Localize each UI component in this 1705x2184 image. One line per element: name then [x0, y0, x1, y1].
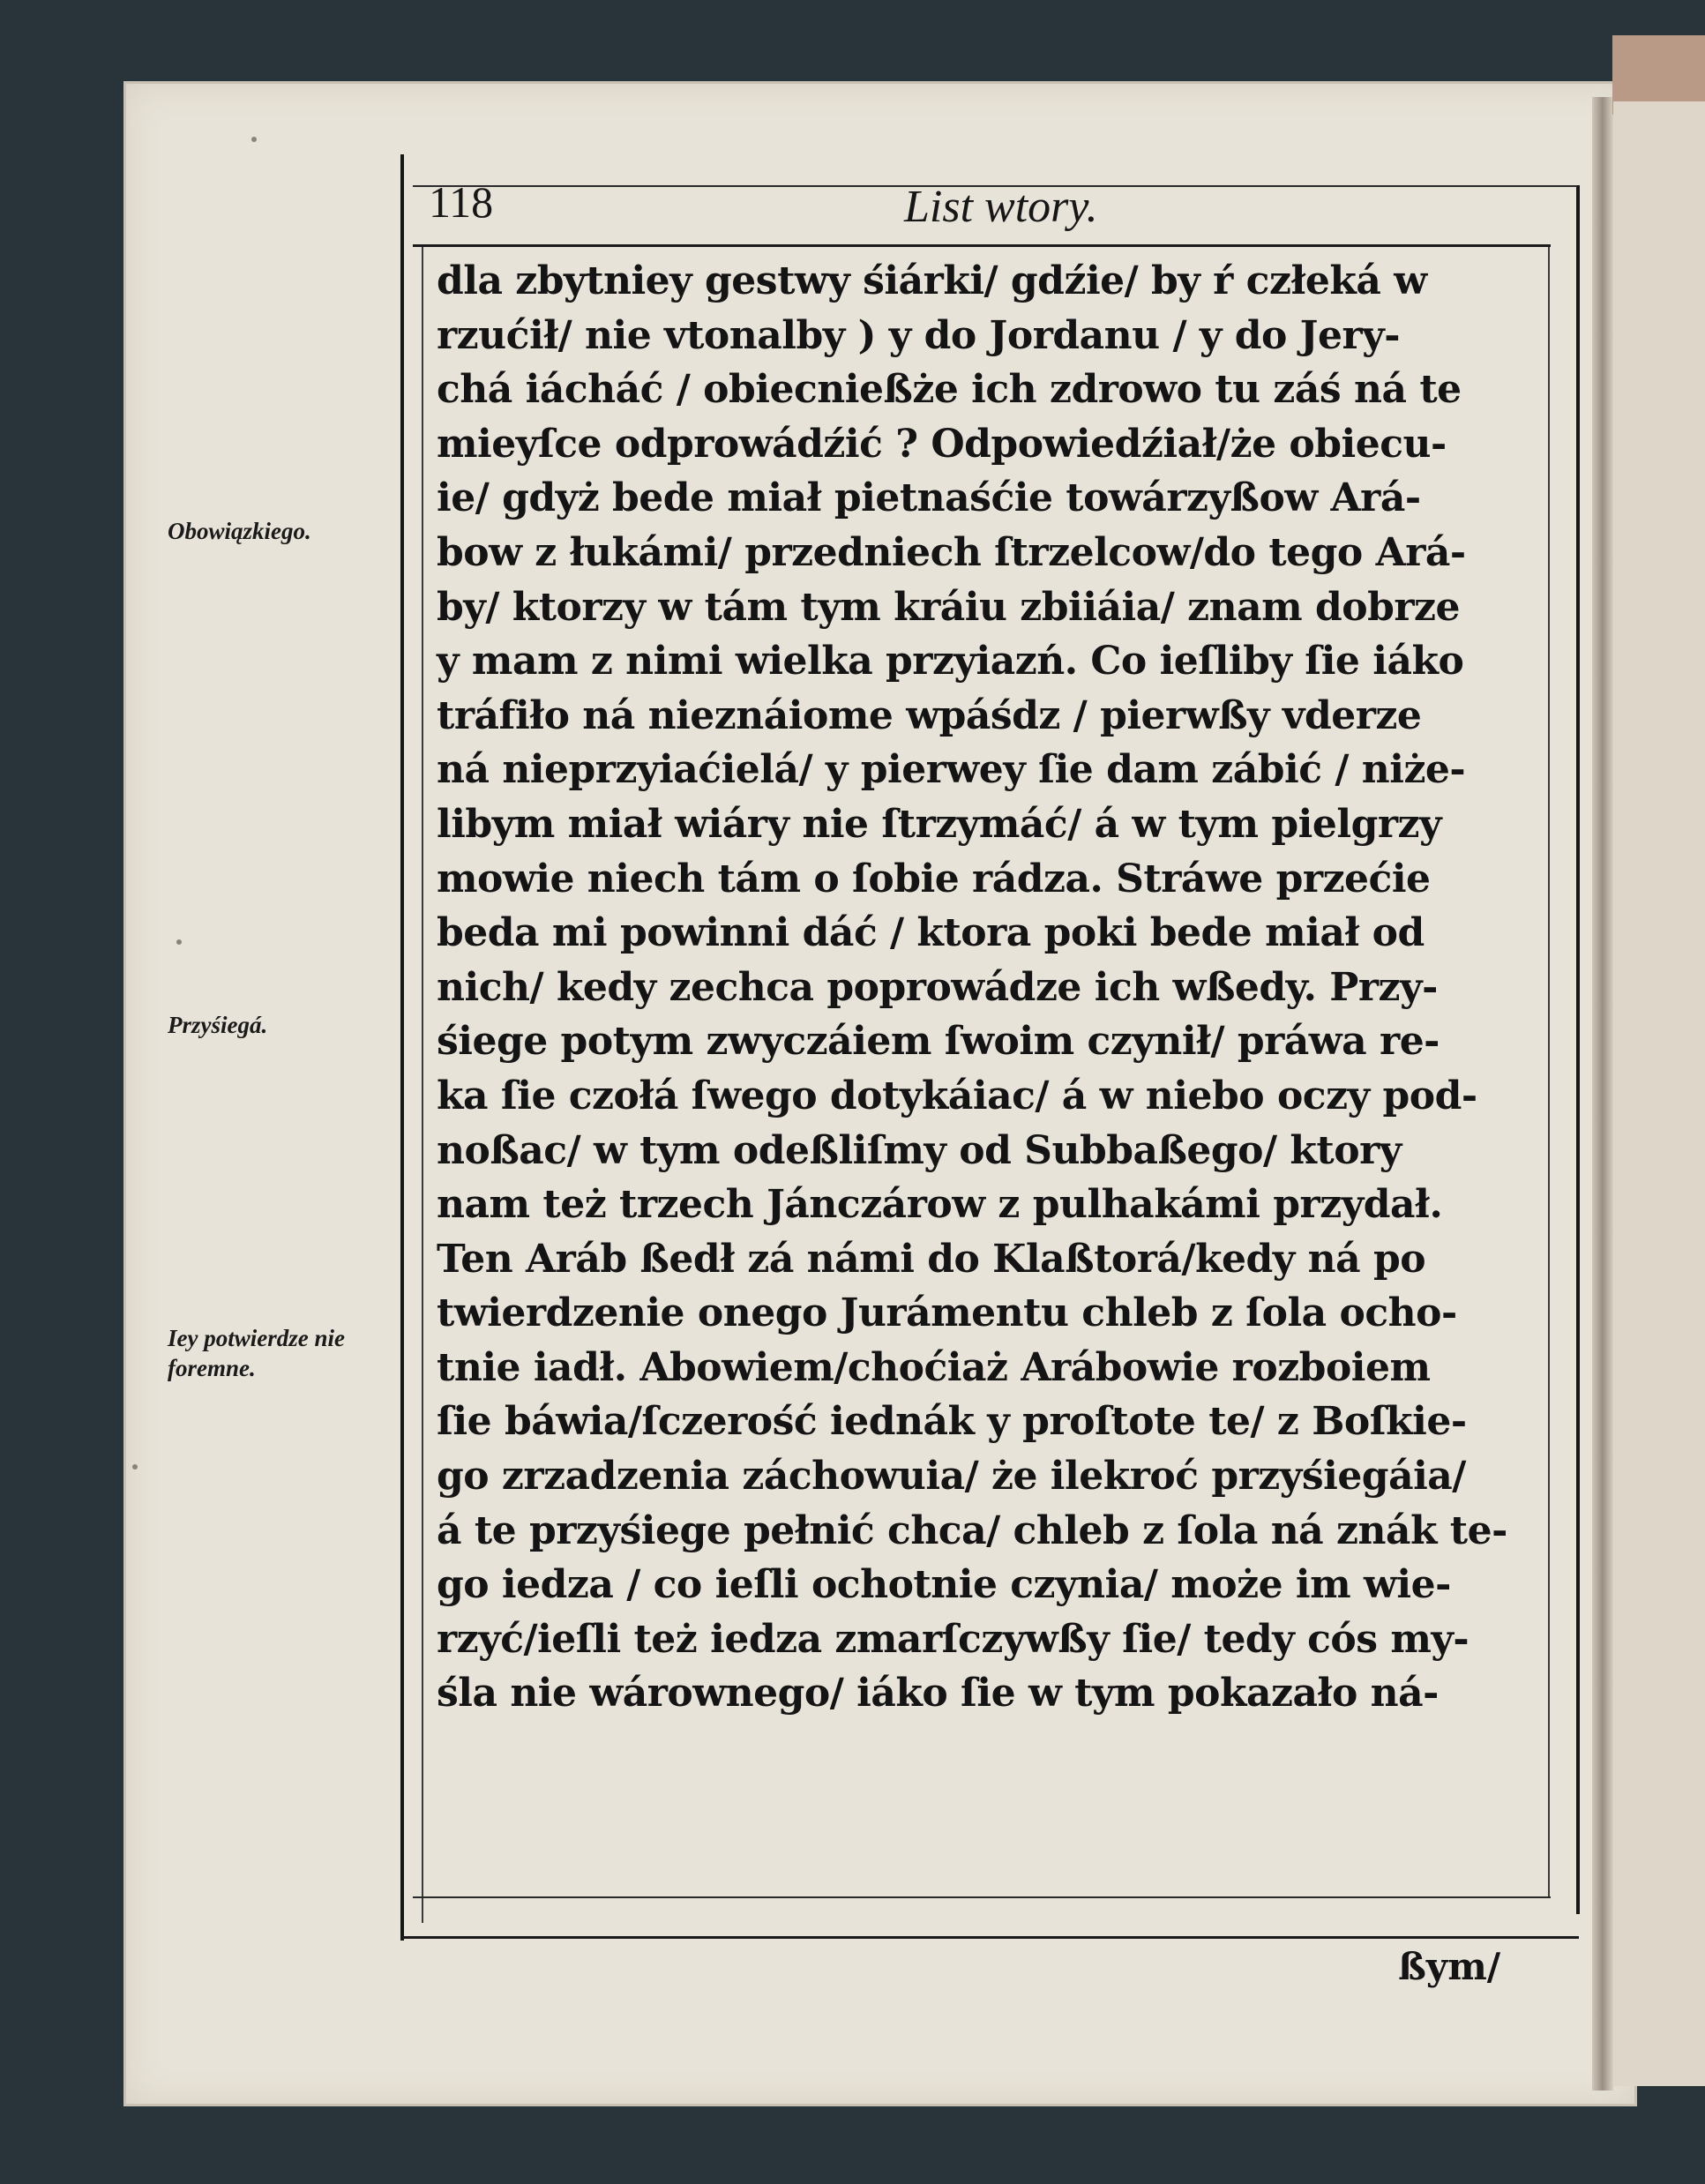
running-head: List wtory. — [904, 182, 1098, 232]
page-number: 118 — [429, 177, 494, 227]
frame-rule-right — [1576, 185, 1580, 1914]
next-page — [1613, 101, 1705, 2086]
paper-speck — [132, 1464, 138, 1470]
paper-speck — [251, 137, 257, 142]
text-line: y mam z nimi wielka przyiazń. Co ieſliby ſie iáko — [437, 639, 1464, 684]
marginal-note: Przyśiegá. — [168, 1012, 268, 1038]
text-line: rzućił/ nie vtonalby ) y do Jordanu / y do Jery- — [437, 312, 1401, 358]
catchword: ßym/ — [1398, 1945, 1501, 1988]
text-line: dla zbytniey gestwy śiárki/ gdźie/ by ŕ człeká w — [437, 258, 1427, 303]
text-line: go iedza / co ieſli ochotnie czynia/ może im wie- — [437, 1562, 1451, 1608]
text-line: śiege potym zwyczáiem ſwoim czynił/ práwa re- — [437, 1019, 1440, 1065]
text-line: mieyſce odprowádźić ? Odpowiedźiał/że obiecu- — [437, 421, 1447, 467]
text-line: á te przyśiege pełnić chca/ chleb z ſola ná znák te- — [437, 1507, 1507, 1553]
book-spine — [1592, 97, 1613, 2091]
text-line: rzyć/ieſli też iedza zmarſczywßy ſie/ tedy cós my- — [437, 1616, 1469, 1662]
text-line: go zrzadzenia záchowuia/ że ilekroć przyśiegáia/ — [437, 1454, 1466, 1500]
paper-speck — [176, 939, 182, 945]
text-line: ie/ gdyż bede miał pietnaśćie towárzyßow Ará- — [437, 475, 1421, 521]
text-top-rule — [413, 244, 1551, 247]
text-line: mowie niech tám o ſobie rádza. Stráwe przećie — [437, 856, 1431, 901]
text-line: noßac/ w tym odeßliſmy od Subbaßego/ ktory — [437, 1127, 1402, 1173]
text-line: ka ſie czołá ſwego dotykáiac/ á w niebo oczy pod- — [437, 1073, 1477, 1118]
text-line: nich/ kedy zechca poprowádze ich wßedy. Przy- — [437, 964, 1438, 1010]
marginal-note: Iey potwierdze nie foremne. — [168, 1325, 345, 1381]
text-line: tráfiło ná nieznáiome wpáśdz / pierwßy vderze — [437, 692, 1422, 738]
text-line: libym miał wiáry nie ſtrzymáć/ á w tym pielgrzy — [437, 801, 1442, 847]
text-line: ſie báwia/ſczerość iednák y proſtote te/ z Boſkie- — [437, 1399, 1467, 1445]
text-line: śla nie wárownego/ iáko ſie w tym pokazało ná- — [437, 1671, 1439, 1717]
text-line: Ten Aráb ßedł zá námi do Klaßtorá/kedy ná po — [437, 1236, 1426, 1282]
text-line: chá iácháć / obiecnießże ich zdrowo tu záś ná te — [437, 367, 1462, 413]
frame-rule-right-inner — [1548, 247, 1550, 1896]
text-line: beda mi powinni dáć / ktora poki bede miał od — [437, 910, 1425, 956]
text-bottom-rule — [413, 1896, 1551, 1898]
marginal-note: Obowiązkiego. — [168, 518, 311, 544]
text-line: by/ ktorzy w tám tym kráiu zbiiáia/ znam dobrze — [437, 584, 1461, 630]
body-text — [437, 254, 1544, 1721]
text-line: tnie iadł. Abowiem/choćiaż Arábowie rozboiem — [437, 1344, 1431, 1390]
frame-rule-left — [400, 154, 404, 1941]
footer-rule — [401, 1936, 1579, 1939]
text-line: twierdzenie onego Jurámentu chleb z ſola ocho- — [437, 1290, 1457, 1336]
text-line: ná nieprzyiaćielá/ y pierwey ſie dam zábić / niże- — [437, 747, 1466, 793]
frame-rule-left-inner — [422, 247, 423, 1923]
text-line: nam też trzech Jánczárow z pulhakámi przydał. — [437, 1182, 1443, 1228]
text-line: bow z łukámi/ przedniech ſtrzelcow/do tego Ará- — [437, 529, 1466, 575]
